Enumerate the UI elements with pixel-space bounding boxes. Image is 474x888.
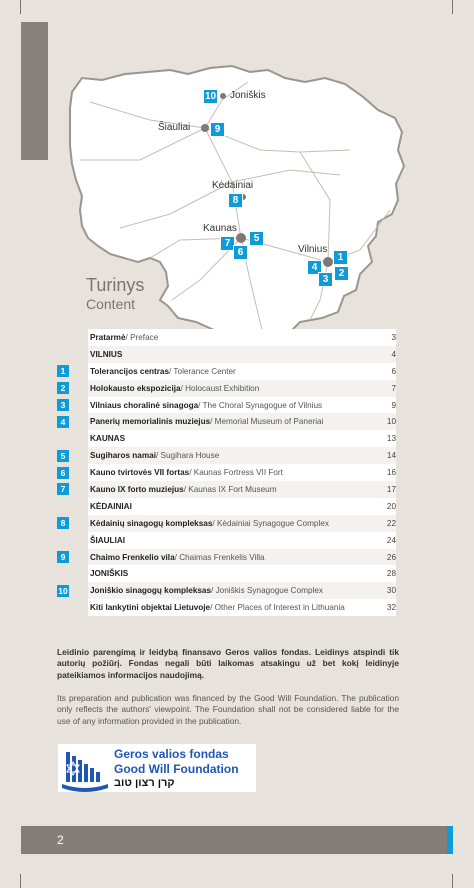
toc-section-row	[56, 430, 396, 447]
map-marker-10: 10	[204, 91, 217, 102]
toc-page-number: 24	[386, 535, 396, 545]
toc-number-badge: 8	[57, 517, 69, 529]
toc-cell	[88, 565, 396, 582]
toc-page-number: 32	[386, 603, 396, 613]
footer-bar	[21, 826, 453, 854]
toc-title-lt: Vilniaus choralinė sinagoga	[90, 400, 199, 410]
funding-note-en: Its preparation and publication was financed by the Good Will Foundation. The publication only reflects the authors' viewpoint. The Foundation shall not be considered liable for the use of any information provided in the publication.	[57, 693, 399, 726]
toc-title-lt: Kiti lankytini objektai Lietuvoje	[90, 603, 211, 613]
toc-cell	[88, 430, 396, 447]
toc-cell	[88, 363, 396, 380]
menorah-star-icon	[60, 744, 110, 792]
toc-number-badge: 3	[57, 399, 69, 411]
toc-title-en: / Memorial Museum of Paneriai	[210, 417, 324, 427]
toc-page-number: 13	[386, 434, 396, 444]
toc-section-row	[56, 532, 396, 549]
crop-mark	[20, 874, 21, 888]
city-label-vilnius: Vilnius	[298, 244, 328, 255]
toc-cell	[88, 413, 396, 430]
toc-page-number: 7	[391, 383, 396, 393]
toc-title-en: / Tolerance Center	[169, 366, 236, 376]
toc-cell	[88, 329, 396, 346]
toc-page-number: 3	[391, 332, 396, 342]
toc-number-badge: 7	[57, 483, 69, 495]
toc-number-badge: 9	[57, 551, 69, 563]
toc-row	[56, 481, 396, 498]
toc-title-lt: Kauno tvirtovės VII fortas	[90, 468, 190, 478]
toc-section-row	[56, 565, 396, 582]
toc-cell	[88, 380, 396, 397]
toc-number-badge: 5	[57, 450, 69, 462]
toc-cell	[88, 599, 396, 616]
toc-title-en: / Preface	[125, 332, 159, 342]
toc-cell	[88, 397, 396, 414]
toc-number-badge: 2	[57, 382, 69, 394]
toc-title-lt: ŠIAULIAI	[90, 535, 126, 545]
toc-row	[56, 413, 396, 430]
toc-title-lt: Tolerancijos centras	[90, 366, 170, 376]
map	[0, 0, 474, 380]
city-label-kedainiai: Kėdainiai	[212, 180, 254, 191]
toc-title-en: / Other Places of Interest in Lithuania	[210, 603, 345, 613]
map-marker-7: 7	[220, 236, 235, 251]
toc-title-lt: Sugiharos namai	[90, 451, 156, 461]
toc-number-badge: 10	[58, 585, 68, 596]
toc-cell	[88, 532, 396, 549]
toc-page-number: 17	[386, 484, 396, 494]
toc-row	[56, 582, 396, 599]
toc-cell	[88, 481, 396, 498]
toc-title-lt: KĖDAINIAI	[90, 501, 132, 511]
toc-title-lt: Chaimo Frenkelio vila	[90, 552, 175, 562]
toc-title-en: / Sugihara House	[155, 451, 220, 461]
footer-accent	[447, 826, 453, 854]
toc-title-en: / Kaunas IX Fort Museum	[183, 484, 277, 494]
map-marker-5: 5	[249, 231, 264, 246]
toc-title-en: / Chaimas Frenkelis Villa	[174, 552, 265, 562]
toc-page-number: 28	[386, 569, 396, 579]
toc-row	[56, 599, 396, 616]
map-marker-1: 1	[333, 250, 348, 265]
toc-title-lt: KAUNAS	[90, 434, 126, 444]
toc-title-lt: Pratarmė	[90, 332, 126, 342]
toc-section-row	[56, 498, 396, 515]
toc-page-number: 22	[386, 518, 396, 528]
toc-title-en: / Holocaust Exhibition	[180, 383, 260, 393]
toc-title-en: / The Choral Synagogue of Vilnius	[198, 400, 323, 410]
toc-cell	[88, 346, 396, 363]
toc-section-row	[56, 346, 396, 363]
toc-cell	[88, 464, 396, 481]
toc-row	[56, 515, 396, 532]
toc-cell	[88, 549, 396, 566]
map-marker-9: 9	[210, 122, 225, 137]
toc-page-number: 6	[391, 366, 396, 376]
toc-row	[56, 549, 396, 566]
good-will-foundation-logo	[58, 744, 256, 792]
toc-number-badge: 1	[57, 365, 69, 377]
toc-title-en: / Kaunas Fortress VII Fort	[189, 468, 283, 478]
toc-cell	[88, 498, 396, 515]
toc-cell	[88, 515, 396, 532]
toc-title-lt: VILNIUS	[90, 349, 123, 359]
toc-page-number: 9	[391, 400, 396, 410]
logo-line-2: Good Will Foundation	[114, 762, 239, 776]
toc-page-number: 16	[386, 468, 396, 478]
toc-row	[56, 464, 396, 481]
toc-row	[56, 397, 396, 414]
toc-row	[56, 380, 396, 397]
toc-page-number: 30	[386, 586, 396, 596]
toc-title-en: / Kėdainiai Synagogue Complex	[212, 518, 329, 528]
map-marker-6: 6	[233, 245, 248, 260]
toc-title-lt: JONIŠKIS	[90, 569, 129, 579]
city-label-kaunas: Kaunas	[203, 223, 237, 234]
toc-page-number: 26	[386, 552, 396, 562]
logo-line-3: קרן רצון טוב	[114, 777, 175, 789]
page-number: 2	[57, 833, 64, 847]
toc-row	[56, 447, 396, 464]
toc-title-en: / Joniškis Synagogue Complex	[211, 586, 323, 596]
contents-subtitle: Content	[86, 296, 136, 312]
table-of-contents	[56, 329, 396, 616]
toc-number-badge: 4	[57, 416, 69, 428]
toc-title-lt: Kauno IX forto muziejus	[90, 484, 184, 494]
toc-title-lt: Kėdainių sinagogų kompleksas	[90, 518, 213, 528]
toc-cell	[88, 582, 396, 599]
toc-page-number: 14	[386, 451, 396, 461]
toc-title-lt: Holokausto ekspozicija	[90, 383, 181, 393]
city-label-siauliai: Šiauliai	[158, 122, 191, 133]
logo-line-1: Geros valios fondas	[114, 747, 229, 761]
crop-mark	[452, 874, 453, 888]
toc-page-number: 10	[386, 417, 396, 427]
toc-number-badge: 6	[57, 467, 69, 479]
toc-title-lt: Joniškio sinagogų kompleksas	[90, 586, 212, 596]
map-marker-2: 2	[334, 266, 349, 281]
map-marker-3: 3	[318, 272, 333, 287]
toc-page-number: 4	[391, 349, 396, 359]
contents-title: Turinys	[86, 275, 145, 295]
toc-cell	[88, 447, 396, 464]
map-marker-4: 4	[307, 260, 322, 275]
map-marker-8: 8	[228, 193, 243, 208]
toc-row	[56, 363, 396, 380]
toc-title-lt: Panerių memorialinis muziejus	[90, 417, 211, 427]
toc-row	[56, 329, 396, 346]
city-label-joniskis: Joniškis	[230, 90, 266, 101]
toc-page-number: 20	[386, 501, 396, 511]
funding-note-lt: Leidinio parengimą ir leidybą finansavo Geros valios fondas. Leidinys atspindi tik autorių požiūrį. Fondas negali būti laikomas atsakingu už bet kokį leidinyje pateikiamos informacijos naudojimą.	[57, 647, 399, 680]
